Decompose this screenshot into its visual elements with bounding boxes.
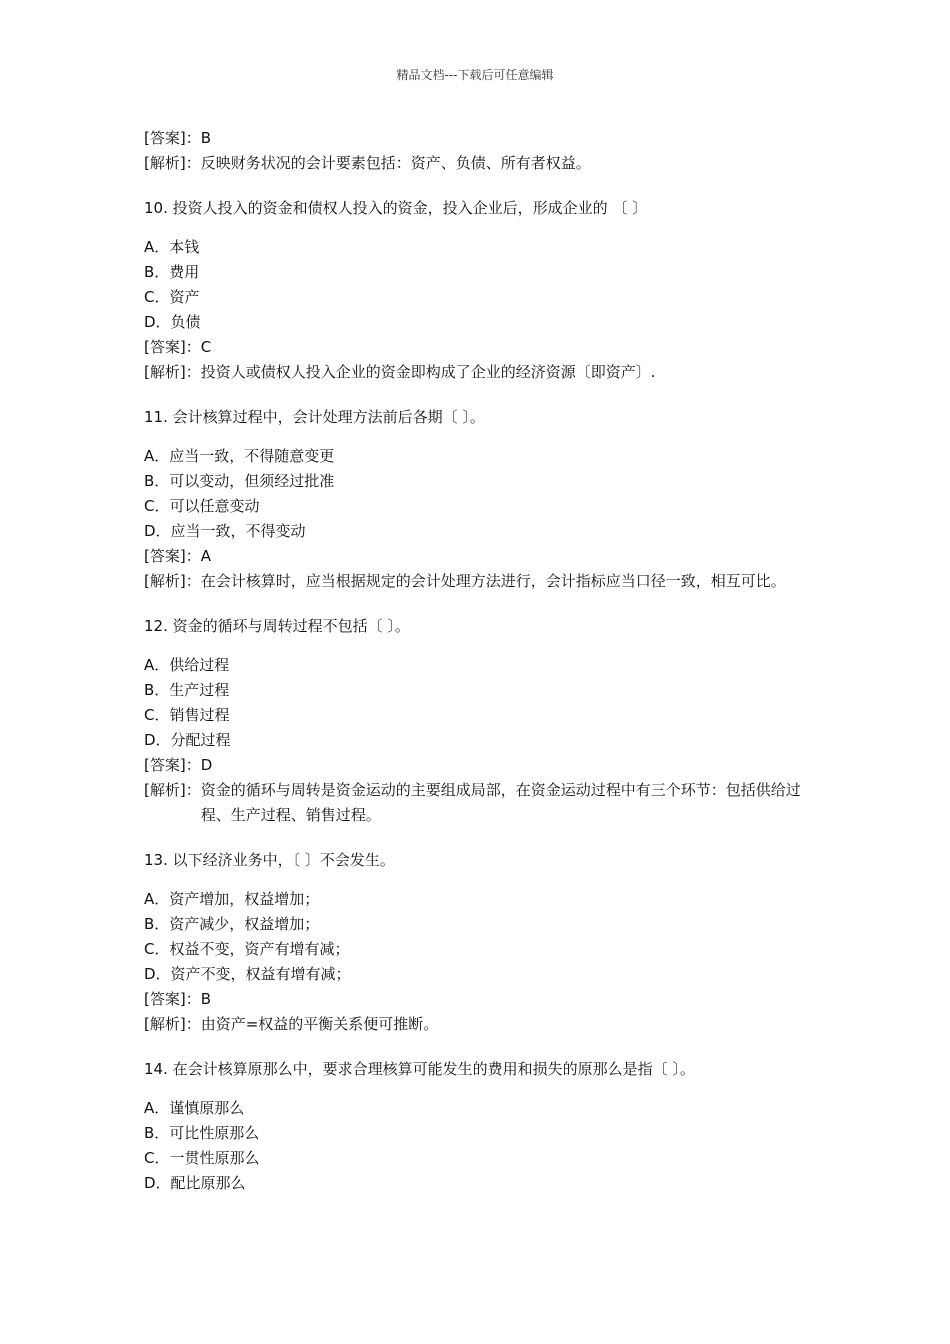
answer-label: [答案]： (144, 547, 201, 565)
answer-value: C (200, 338, 212, 356)
option-c: C．权益不变，资产有增有减； (144, 940, 350, 958)
answer-label: [答案]： (144, 129, 201, 147)
option-d: D．负债 (144, 313, 201, 331)
option-b: B．可比性原那么 (144, 1124, 260, 1142)
question-10: 10. 投资人投入的资金和债权人投入的资金，投入企业后，形成企业的 〔 〕 (144, 199, 648, 217)
option-d: D．分配过程 (144, 731, 231, 749)
option-a: A．应当一致，不得随意变更 (144, 447, 335, 465)
answer-value: D (200, 756, 213, 774)
answer-line (144, 987, 824, 1012)
explanation-text: 反映财务状况的会计要素包括：资产、负债、所有者权益。 (200, 154, 591, 172)
page-header: 精品文档---下载后可任意编辑 (396, 68, 554, 82)
option-d: D．配比原那么 (144, 1174, 246, 1192)
document-body (144, 126, 824, 1196)
explanation-text: 资金的循环与周转是资金运动的主要组成局部，在资金运动过程中有三个环节：包括供给过程、生产过程、销售过程。 (200, 781, 801, 824)
explanation-line (144, 1012, 824, 1037)
answer-line (144, 753, 824, 778)
question-11: 11. 会计核算过程中，会计处理方法前后各期〔 〕。 (144, 408, 485, 426)
explanation-line (144, 360, 824, 385)
option-c: C．资产 (144, 288, 200, 306)
option-d: D．应当一致，不得变动 (144, 522, 306, 540)
explanation-text: 在会计核算时，应当根据规定的会计处理方法进行，会计指标应当口径一致，相互可比。 (200, 572, 786, 590)
answer-line (144, 544, 824, 569)
explanation-text: 投资人或债权人投入企业的资金即构成了企业的经济资源〔即资产〕. (200, 363, 656, 381)
answer-line (144, 335, 824, 360)
answer-value: A (200, 547, 211, 565)
option-c: C．一贯性原那么 (144, 1149, 260, 1167)
option-b: B．资产减少，权益增加； (144, 915, 320, 933)
explanation-label: [解析]： (144, 781, 201, 799)
question-13: 13. 以下经济业务中，〔 〕不会发生。 (144, 851, 395, 869)
question-14: 14. 在会计核算原那么中，要求合理核算可能发生的费用和损失的原那么是指〔 〕。 (144, 1060, 695, 1078)
option-a: A．资产增加，权益增加； (144, 890, 320, 908)
option-b: B．费用 (144, 263, 200, 281)
option-b: B．生产过程 (144, 681, 230, 699)
option-d: D．资产不变，权益有增有减； (144, 965, 351, 983)
explanation-label: [解析]： (144, 1015, 201, 1033)
explanation-label: [解析]： (144, 154, 201, 172)
explanation-label: [解析]： (144, 572, 201, 590)
option-a: A．本钱 (144, 238, 200, 256)
option-b: B．可以变动，但须经过批准 (144, 472, 335, 490)
option-c: C．可以任意变动 (144, 497, 260, 515)
question-12: 12. 资金的循环与周转过程不包括〔 〕。 (144, 617, 410, 635)
explanation-text: 由资产=权益的平衡关系便可推断。 (200, 1015, 439, 1033)
option-a: A．供给过程 (144, 656, 230, 674)
answer-value: B (200, 129, 212, 147)
explanation-line (144, 778, 824, 828)
answer-label: [答案]： (144, 338, 201, 356)
answer-label: [答案]： (144, 756, 201, 774)
explanation-line (144, 569, 824, 594)
answer-line (144, 126, 824, 151)
explanation-label: [解析]： (144, 363, 201, 381)
answer-label: [答案]： (144, 990, 201, 1008)
answer-value: B (200, 990, 212, 1008)
option-c: C．销售过程 (144, 706, 230, 724)
explanation-line (144, 151, 824, 176)
option-a: A．谨慎原那么 (144, 1099, 245, 1117)
